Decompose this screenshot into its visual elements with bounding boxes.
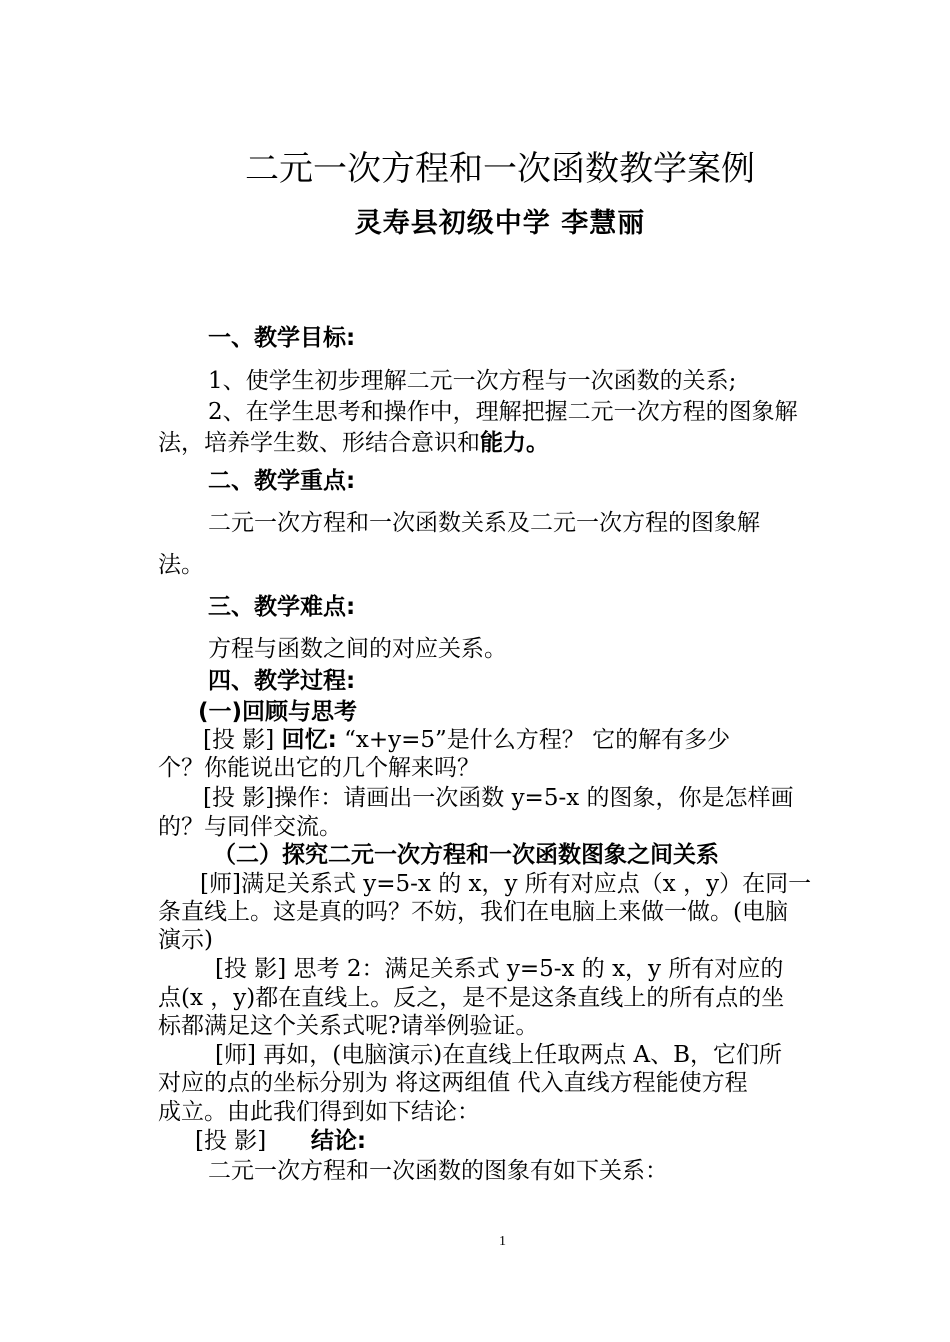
document-author: 灵寿县初级中学 李慧丽 [354,208,646,239]
review-paragraph-1-line-1 [203,725,730,755]
explore-paragraph-1-line-3: 演示) [158,927,213,953]
recall-question: “x+y=5”是什么方程？ 它的解有多少 [344,727,731,753]
review-paragraph-1-line-2: 个？你能说出它的几个解来吗？ [158,755,480,781]
key-points-line-2: 法。 [158,552,204,578]
conclusion-text-line-1: 二元一次方程和一次函数的图象有如下关系： [208,1158,668,1184]
explore-paragraph-2-line-2: 点(x ，y)都在直线上。反之，是不是这条直线上的所有点的坐 [158,985,785,1011]
section-heading-difficulties: 三、教学难点: [208,594,356,620]
goal-item-2-text: 法，培养学生数、形结合意识和 [158,430,480,456]
explore-paragraph-2-line-1: [投 影] 思考 2：满足关系式 y=5-x 的 x，y 所有对应的 [215,956,784,982]
explore-paragraph-3-line-2: 对应的点的坐标分别为 将这两组值 代入直线方程能使方程 [158,1070,748,1096]
review-paragraph-2-line-1: [投 影]操作：请画出一次函数 y=5-x 的图象，你是怎样画 [203,785,794,811]
goal-item-2-line-2 [158,428,549,458]
part-heading-review: (一)回顾与思考 [198,699,358,725]
goal-item-2-emphasis: 能力。 [480,430,549,456]
review-paragraph-2-line-2: 的？与同伴交流。 [158,814,342,840]
explore-paragraph-1-line-1: [师]满足关系式 y=5-x 的 x，y 所有对应点（x ，y）在同一 [200,871,812,897]
part-heading-explore: （二）探究二元一次方程和一次函数图象之间关系 [213,842,719,868]
goal-item-1: 1、使学生初步理解二元一次方程与一次函数的关系; [208,368,737,394]
difficulties-line-1: 方程与函数之间的对应关系。 [208,636,507,662]
conclusion-line [195,1126,366,1156]
projection-tag: [投 影] [195,1128,267,1154]
key-points-line-1: 二元一次方程和一次函数关系及二元一次方程的图象解 [208,510,760,536]
page-number: 1 [499,1234,506,1249]
document-title: 二元一次方程和一次函数教学案例 [245,149,755,189]
explore-paragraph-2-line-3: 标都满足这个关系式呢?请举例验证。 [158,1013,539,1039]
explore-paragraph-3-line-3: 成立。由此我们得到如下结论： [158,1099,480,1125]
conclusion-label: 结论: [310,1128,367,1154]
explore-paragraph-3-line-1: [师] 再如，(电脑演示)在直线上任取两点 A、B，它们所 [215,1042,783,1068]
goal-item-2-line-1: 2、在学生思考和操作中，理解把握二元一次方程的图象解 [208,399,798,425]
recall-label: 回忆: [281,727,337,753]
projection-tag: [投 影] [203,727,275,753]
section-heading-key-points: 二、教学重点: [208,468,356,494]
explore-paragraph-1-line-2: 条直线上。这是真的吗？不妨，我们在电脑上来做一做。(电脑 [158,899,788,925]
section-heading-teaching-goals: 一、教学目标: [208,325,356,351]
section-heading-teaching-process: 四、教学过程: [208,668,356,694]
